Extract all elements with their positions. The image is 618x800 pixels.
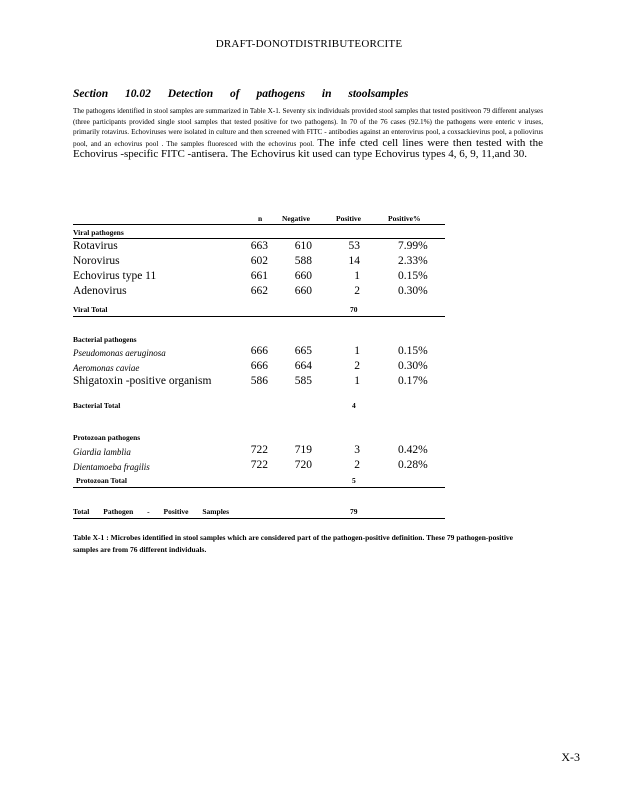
protozoan-total-label: Protozoan Total	[76, 476, 127, 485]
row-positive-pct: 0.15%	[398, 345, 428, 357]
grand-total-label: Total Pathogen - Positive Samples	[73, 507, 230, 516]
row-label: Aeromonas caviae	[73, 363, 140, 373]
row-label: Norovirus	[73, 255, 120, 267]
row-positive-pct: 0.15%	[398, 270, 428, 282]
row-positive: 14	[348, 255, 360, 267]
viral-heading: Viral pathogens	[73, 228, 124, 237]
row-label: Echovirus type 11	[73, 270, 157, 282]
section-title: Section 10.02 Detection of pathogens in stoolsamples	[73, 88, 409, 100]
viral-heading-rule	[73, 238, 445, 239]
row-positive: 53	[348, 240, 360, 252]
row-label: Dientamoeba fragilis	[73, 462, 150, 472]
table-bottom-rule	[73, 518, 445, 519]
row-positive: 2	[354, 459, 360, 471]
row-positive: 1	[354, 270, 360, 282]
page-header: DRAFT-DONOTDISTRIBUTEORCITE	[215, 38, 403, 50]
row-positive: 2	[354, 360, 360, 372]
row-n: 663	[250, 240, 268, 252]
row-n: 661	[250, 270, 268, 282]
row-label: Rotavirus	[73, 240, 118, 252]
col-header-positive: Positive	[336, 214, 361, 223]
row-positive-pct: 0.30%	[398, 285, 428, 297]
protozoan-total-rule	[73, 487, 445, 488]
row-n: 586	[250, 375, 268, 387]
row-label: Giardia lamblia	[73, 447, 131, 457]
viral-total-label: Viral Total	[73, 305, 108, 314]
protozoan-total-value: 5	[352, 476, 356, 485]
row-n: 722	[250, 459, 268, 471]
row-n: 662	[250, 285, 268, 297]
row-positive: 3	[354, 444, 360, 456]
row-positive-pct: 7.99%	[398, 240, 428, 252]
grand-total-value: 79	[350, 507, 358, 516]
row-negative: 719	[294, 444, 312, 456]
col-header-positive-pct: Positive%	[388, 214, 421, 223]
paragraph-small-text: The pathogens identified in stool samples are summarized in Table X-1. Seventy six individuals provided stool samples that tested positiveon 79 different analyses (three participants provided single stool samples that tested positive for two pathogens). In 70 of the 76 cases (92.1%) the pathogens were enteric v iruses, primarily rotavirus. Echoviruses were isolated in culture and then screened with FITC - antibodies against an enterovirus pool, a coxsackievirus pool, a poliovirus pool, and an echovirus pool . The samples fluoresced with the echovirus pool.	[73, 107, 543, 148]
row-n: 666	[250, 360, 268, 372]
table-caption: Table X-1 : Microbes identified in stool samples which are considered part of the pathogen-positive definition. These 79 pathogen-positive samples are from 76 different individuals.	[73, 533, 513, 554]
protozoan-heading: Protozoan pathogens	[73, 433, 141, 442]
bacterial-total-label: Bacterial Total	[73, 401, 121, 410]
col-header-n: n	[258, 214, 263, 223]
row-negative: 588	[294, 255, 312, 267]
row-positive-pct: 0.17%	[398, 375, 428, 387]
row-n: 722	[250, 444, 268, 456]
row-negative: 660	[294, 285, 312, 297]
row-negative: 585	[294, 375, 312, 387]
row-negative: 660	[294, 270, 312, 282]
row-label: Shigatoxin -positive organism	[73, 375, 212, 387]
col-header-negative: Negative	[282, 214, 310, 223]
bacterial-total-value: 4	[352, 401, 356, 410]
row-positive: 1	[354, 375, 360, 387]
row-label: Pseudomonas aeruginosa	[73, 348, 166, 358]
row-positive-pct: 0.30%	[398, 360, 428, 372]
row-positive: 1	[354, 345, 360, 357]
page-number: X-3	[561, 750, 580, 764]
body-paragraph	[73, 106, 543, 161]
row-negative: 664	[294, 360, 312, 372]
viral-total-value: 70	[350, 305, 358, 314]
row-negative: 720	[294, 459, 312, 471]
row-positive: 2	[354, 285, 360, 297]
row-positive-pct: 2.33%	[398, 255, 428, 267]
row-negative: 665	[294, 345, 312, 357]
row-n: 602	[250, 255, 268, 267]
row-label: Adenovirus	[73, 285, 127, 297]
paragraph-large-text: The infe cted cell lines were then tested with the Echovirus -specific FITC -antisera. The Echovirus kit used can type Echovirus types 4, 6, 9, 11,and 30.	[73, 136, 543, 161]
row-negative: 610	[294, 240, 312, 252]
viral-total-rule	[73, 316, 445, 317]
table-top-rule	[73, 224, 445, 225]
row-positive-pct: 0.28%	[398, 459, 428, 471]
row-n: 666	[250, 345, 268, 357]
row-positive-pct: 0.42%	[398, 444, 428, 456]
bacterial-heading: Bacterial pathogens	[73, 335, 137, 344]
